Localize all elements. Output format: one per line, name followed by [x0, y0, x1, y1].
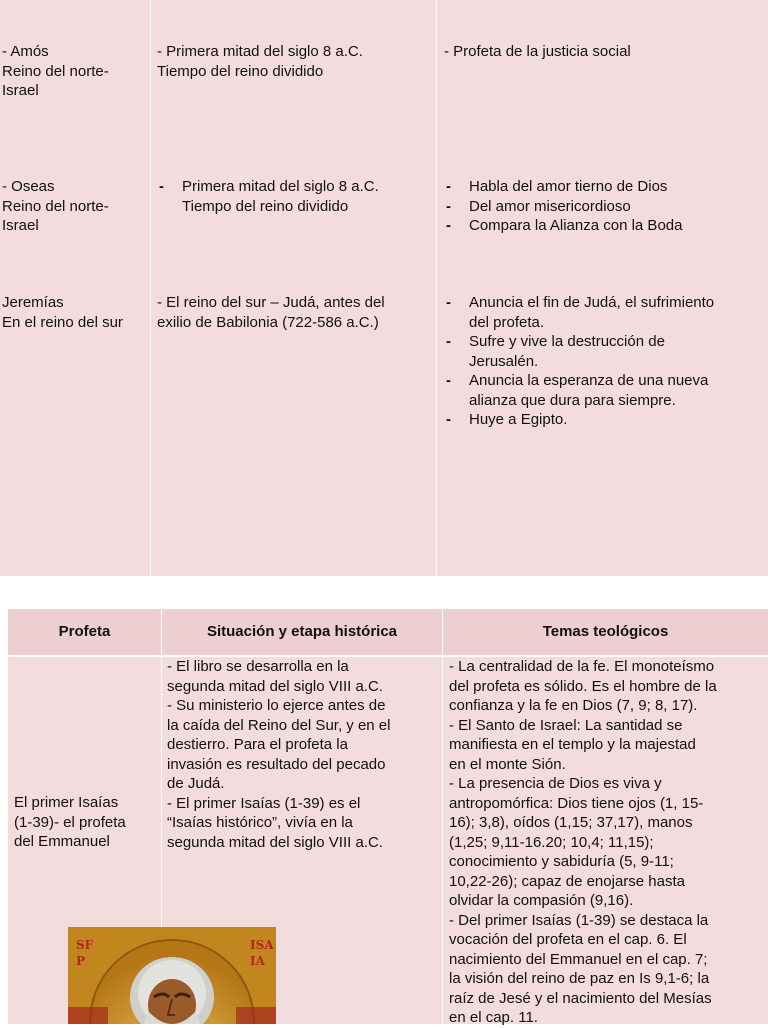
- themes-cell-isaias: [449, 657, 767, 1028]
- situation-cell-isaias: [167, 657, 441, 852]
- table-header-row: [8, 609, 768, 657]
- isaiah-icon-image: [68, 927, 276, 1024]
- list-item: - Huye a Egipto.: [444, 410, 764, 430]
- list-item: - Del amor misericordioso: [444, 197, 764, 217]
- list-item: - Anuncia el fin de Judá, el sufrimiento del profeta.: [444, 293, 764, 332]
- list-item: - Habla del amor tierno de Dios: [444, 177, 764, 197]
- prophet-cell-isaias: [14, 793, 158, 852]
- situation-cell-oseas: [157, 177, 433, 216]
- themes-text: - La centralidad de la fe. El monoteísmo del profeta es sólido. Es el hombre de la confianza y la fe en Dios (7, 9; 8, 17). - El Santo de Israel: La santidad se manifiesta en el templo y la majestad en el monte Sión. - La presencia de Dios es viva y antropomórfica: Dios tiene ojos (1, 15- 16); 3,8), oídos (1,15; 37,17), manos (1,25; 9,11-16.20; 10,4; 11,15); conocimiento y sabiduría (5, 9-11; 10,22-26); capaz de enojarse hasta olvidar la compasión (9,16). - Del primer Isaías (1-39) se destaca la vocación del profeta en el cap. 6. El nacimiento del Emmanuel en el cap. 7; la visión del reino de paz en Is 9,1-6; la raíz de Jesé y el nacimiento del Mesías en el cap. 11.: [449, 658, 717, 1026]
- icon-right-inscription: ISA IA: [250, 938, 274, 968]
- themes-cell-jeremias: [444, 293, 764, 430]
- list-item: - Anuncia la esperanza de una nueva alianza que dura para siempre.: [444, 371, 764, 410]
- themes-cell-oseas: [444, 177, 764, 236]
- icon-left-inscription: SF P: [76, 938, 94, 968]
- list-item-continuation: Tiempo del reino dividido: [182, 197, 349, 215]
- situation-text: - Primera mitad del siglo 8 a.C. Tiempo del reino dividido: [157, 43, 363, 80]
- list-item: - Compara la Alianza con la Boda: [444, 216, 764, 236]
- prophet-name: El primer Isaías (1-39)- el profeta del Emmanuel: [14, 794, 126, 850]
- list-item: - Sufre y vive la destrucción de Jerusalén.: [444, 332, 764, 371]
- situation-cell-jeremias: [157, 293, 433, 332]
- situation-cell-amos: [157, 42, 433, 81]
- prophet-name: - Amós Reino del norte- Israel: [2, 43, 109, 99]
- column-divider: [150, 0, 151, 576]
- situation-text: - El libro se desarrolla en la segunda mitad del siglo VIII a.C. - Su ministerio lo ejerce antes de la caída del Reino del Sur, y en el destierro. Para el profeta la invasión es resultado del pecado de Judá. - El primer Isaías (1-39) es el “Isaías histórico”, vivía en la segunda mitad del siglo VIII a.C.: [167, 658, 391, 851]
- themes-text: - Profeta de la justicia social: [444, 43, 631, 60]
- header-themes: Temas teológicos: [542, 623, 669, 640]
- column-divider: [442, 609, 443, 1024]
- prophet-cell-jeremias: [2, 293, 148, 332]
- situation-text: - El reino del sur – Judá, antes del exilio de Babilonia (722-586 a.C.): [157, 294, 385, 331]
- column-divider: [436, 0, 437, 576]
- themes-list: [444, 177, 764, 236]
- isaiah-icon: [68, 927, 276, 1024]
- prophet-cell-amos: [2, 42, 148, 101]
- prophet-cell-oseas: [2, 177, 148, 236]
- themes-list: [444, 293, 764, 430]
- header-prophet: Profeta: [58, 623, 111, 640]
- prophet-name: Jeremías En el reino del sur: [2, 294, 123, 331]
- prophet-name: - Oseas Reino del norte- Israel: [2, 178, 109, 234]
- themes-cell-amos: [444, 42, 764, 62]
- situation-list: [157, 177, 433, 216]
- list-item: - Primera mitad del siglo 8 a.C.: [157, 177, 433, 197]
- header-situation: Situación y etapa histórica: [206, 623, 398, 640]
